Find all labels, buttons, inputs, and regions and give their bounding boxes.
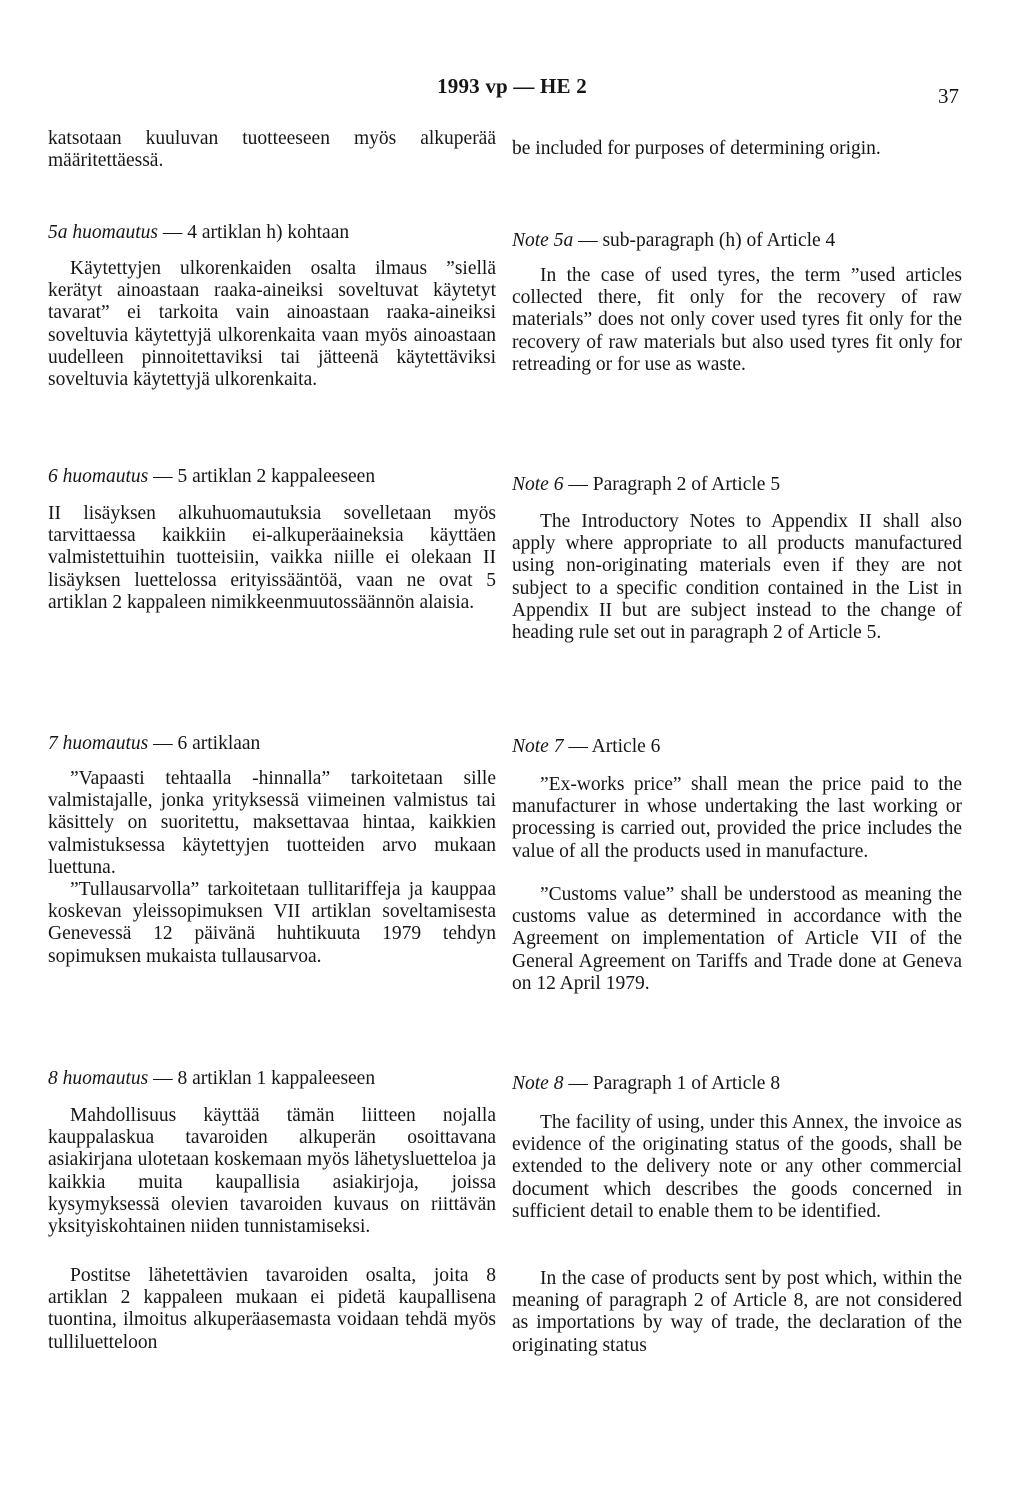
page-number: 37 [938,84,959,108]
en-note5a-title: — sub-paragraph (h) of Article 4 [573,230,836,251]
en-note7-text2: ”Customs value” shall be understood as meaning the customs value as determined in accordance with the Agreement on implementation of Article VII of the General Agreement on Tariffs and Trade done at Geneva on 12 April 1979. [512,884,962,994]
fi-note8-label: 8 huomautus [48,1068,149,1089]
fi-note8-title: — 8 artiklan 1 kappaleeseen [148,1068,376,1089]
fi-note6-title: — 5 artiklan 2 kappaleeseen [148,466,376,487]
fi-note5a-label: 5a huomautus [48,222,158,243]
en-note7-title: — Article 6 [563,736,661,757]
fi-note7-title: — 6 artiklaan [148,733,261,754]
en-note8-label: Note 8 [512,1073,564,1094]
en-note7-label: Note 7 [512,736,564,757]
en-note5a-text: In the case of used tyres, the term ”used articles collected there, fit only for the recovery of raw materials” does not only cover used tyres fit only for the recovery of raw materials but also used tyres fit only for retreading or for use as waste. [512,265,962,375]
fi-note7-heading [48,733,496,755]
en-note5a-heading [512,230,962,252]
en-note5a-label: Note 5a [512,230,574,251]
en-note8-heading [512,1073,962,1095]
en-note7-text1: ”Ex-works price” shall mean the price paid to the manufacturer in whose undertaking the last working or processing is carried out, provided the price includes the value of all the products used in manufacture. [512,774,962,862]
en-note6-text: The Introductory Notes to Appendix II shall also apply where appropriate to all products manufactured using non-originating materials even if they are not subject to a specific condition contained in the List in Appendix II but are subject instead to the change of heading rule set out in paragraph 2 of Article 5. [512,511,962,644]
fi-note5a-text: Käytettyjen ulkorenkaiden osalta ilmaus ”siellä kerätyt ainoastaan raaka-aineiksi soveltuvat käytetyt tavarat” ei tarkoita vain ainoastaan raaka-aineiksi soveltuvia käytettyjä ulkorenkaita vaan myös ainoastaan uudelleen pinnoitettaviksi tai jätteenä käytettäviksi soveltuvia käytettyjä ulkorenkaita. [48,258,496,391]
en-note6-title: — Paragraph 2 of Article 5 [563,474,781,495]
fi-note6-heading [48,466,496,488]
fi-note8-text1: Mahdollisuus käyttää tämän liitteen nojalla kauppalaskua tavaroiden alkuperän osoittavana asiakirjana ulotetaan koskemaan myös lähetysluetteloa ja kaikkia muita kaupallisia asiakirjoja, joissa kysymyksessä olevien tavaroiden kuvaus on riittävän yksityiskohtainen niiden tunnistamiseksi. [48,1105,496,1238]
en-note7-heading [512,736,962,758]
en-note8-title: — Paragraph 1 of Article 8 [563,1073,781,1094]
fi-note7-text2: ”Tullausarvolla” tarkoitetaan tullitariffeja ja kauppaa koskevan yleissopimuksen VII artiklan soveltamisesta Genevessä 12 päivänä huhtikuuta 1979 tehdyn sopimuksen mukaista tullausarvoa. [48,879,496,967]
fi-intro: katsotaan kuuluvan tuotteeseen myös alkuperää määritettäessä. [48,128,496,172]
fi-note5a-title: — 4 artiklan h) kohtaan [157,222,350,243]
en-note6-label: Note 6 [512,474,564,495]
fi-note7-label: 7 huomautus [48,733,149,754]
fi-note6-text: II lisäyksen alkuhuomautuksia sovelletaan myös tarvittaessa kaikkiin ei-alkuperäaineksia käyttäen valmistettuihin tuotteisiin, vaikka niille ei olekaan II lisäyksen luettelossa erityissääntöä, vaan ne ovat 5 artiklan 2 kappaleen nimikkeenmuutossäännön alaisia. [48,503,496,613]
running-head: 1993 vp — HE 2 [437,74,587,98]
en-note6-heading [512,474,962,496]
fi-note7-text1: ”Vapaasti tehtaalla -hinnalla” tarkoitetaan sille valmistajalle, jonka yrityksessä viimeinen valmistus tai käsittely on suoritettu, maksettavaa hintaa, kaikkien valmistuksessa käytettyjen tuotteiden arvo mukaan luettuna. [48,768,496,878]
en-note8-text2: In the case of products sent by post which, within the meaning of paragraph 2 of Article 8, are not considered as importations by way of trade, the declaration of the originating status [512,1268,962,1356]
fi-note6-label: 6 huomautus [48,466,149,487]
fi-note8-heading [48,1068,496,1090]
en-intro: be included for purposes of determining origin. [512,138,881,159]
fi-note5a-heading [48,222,496,244]
en-note8-text1: The facility of using, under this Annex, the invoice as evidence of the originating status of the goods, shall be extended to the delivery note or any other commercial document which describes the goods concerned in sufficient detail to enable them to be identified. [512,1112,962,1222]
fi-note8-text2: Postitse lähetettävien tavaroiden osalta, joita 8 artiklan 2 kappaleen mukaan ei pidetä kaupallisena tuontina, ilmoitus alkuperäasemasta voidaan tehdä myös tulliluetteloon [48,1265,496,1353]
